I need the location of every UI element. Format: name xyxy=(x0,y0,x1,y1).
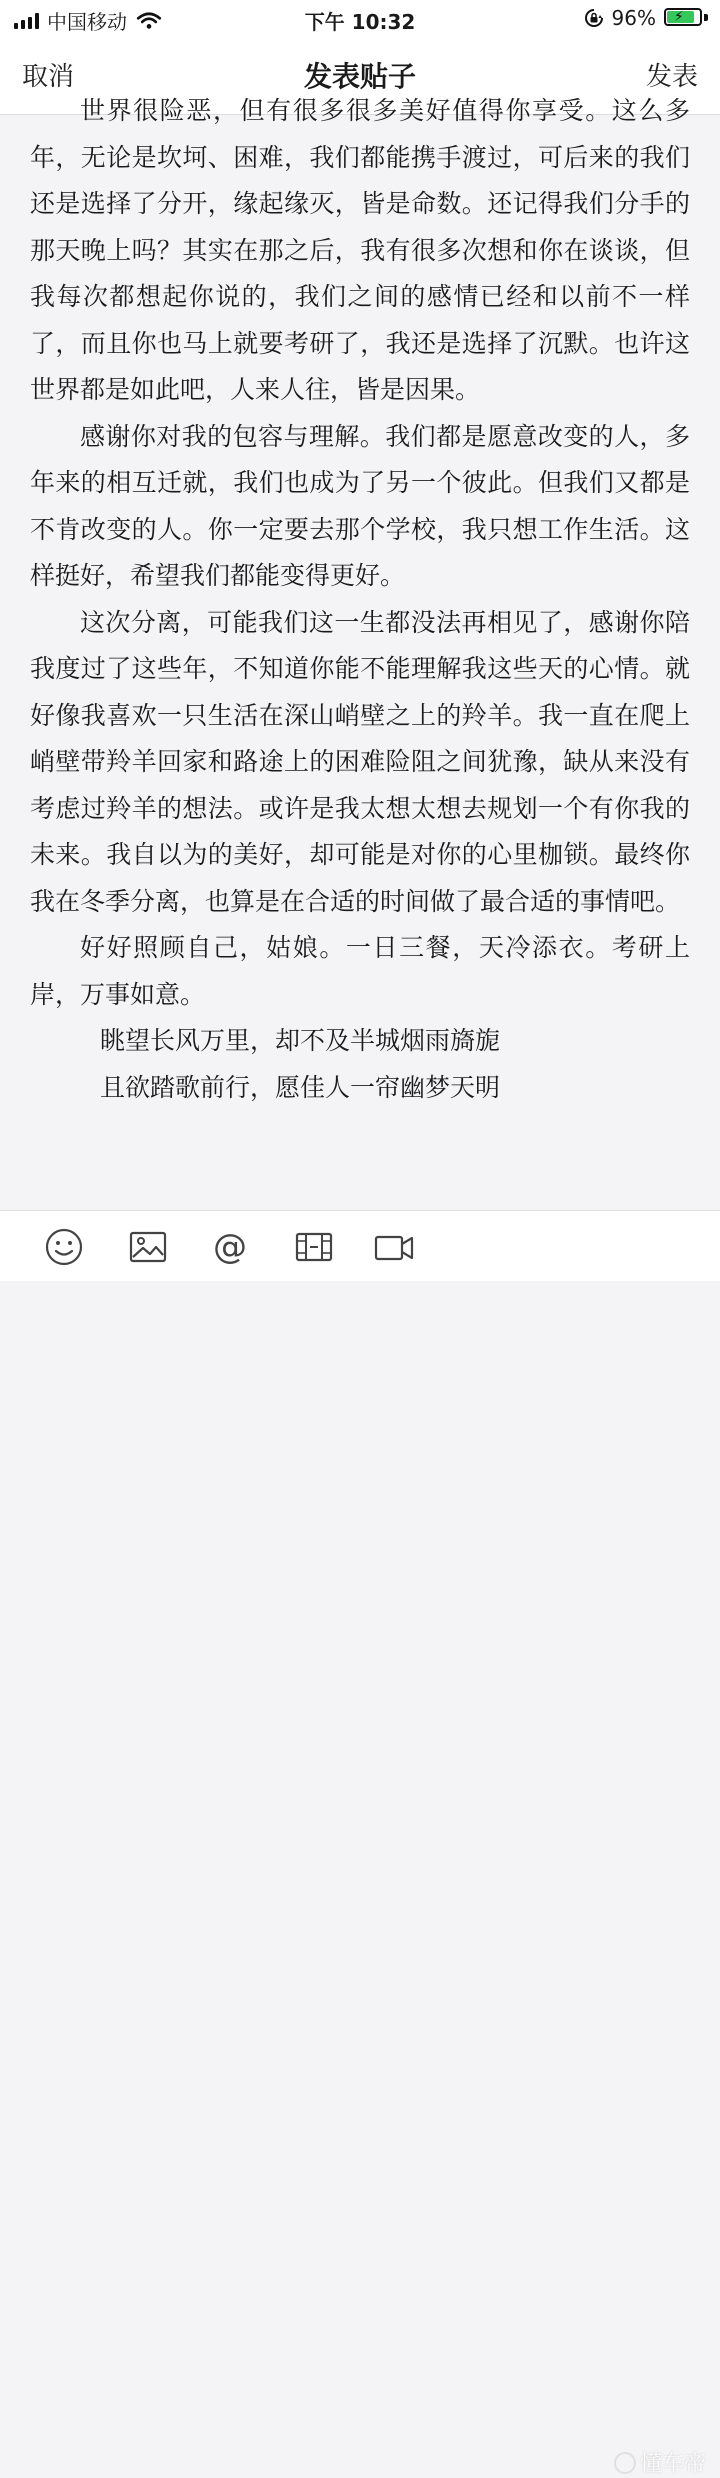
watermark-logo-icon xyxy=(614,2452,636,2474)
post-paragraph: 这次分离，可能我们这一生都没法再相见了，感谢你陪我度过了这些年，不知道你能不能理解我这些天的心情。就好像我喜欢一只生活在深山峭壁之上的羚羊。我一直在爬上峭壁带羚羊回家和路途上的困难险阻之间犹豫，缺从来没有考虑过羚羊的想法。或许是我太想太想去规划一个有你我的未来。我自以为的美好，却可能是对你的心里枷锁。最终你我在冬季分离，也算是在合适的时间做了最合适的事情吧。 xyxy=(30,607,690,916)
watermark xyxy=(614,2447,706,2478)
cancel-button[interactable]: 取消 xyxy=(22,62,75,92)
poem-line: 眺望长风万里，却不及半城烟雨旖旎 xyxy=(100,1026,501,1055)
status-time: 下午 10:32 xyxy=(304,10,416,34)
video-frames-icon[interactable] xyxy=(294,1227,334,1267)
mention-icon[interactable] xyxy=(210,1227,250,1267)
image-icon[interactable] xyxy=(128,1227,168,1267)
orientation-lock-icon xyxy=(584,8,604,28)
post-paragraph: 好好照顾自己，姑娘。一日三餐，天冷添衣。考研上岸，万事如意。 xyxy=(30,933,690,1009)
compose-toolbar xyxy=(0,1210,720,2477)
poem-line: 且欲踏歌前行，愿佳人一帘幽梦天明 xyxy=(100,1072,501,1102)
post-button[interactable]: 发表 xyxy=(645,62,698,92)
status-bar xyxy=(0,0,720,36)
post-text-inner xyxy=(30,88,690,1111)
video-camera-icon[interactable] xyxy=(374,1227,414,1267)
battery-percent: 96% xyxy=(611,6,656,30)
svg-text:@: @ xyxy=(213,1227,247,1267)
status-right xyxy=(584,6,708,30)
post-paragraph: 感谢你对我的包容与理解。我们都是愿意改变的人，多年来的相互迁就，我们也成为了另一个彼此。但我们又都是不肯改变的人。你一定要去那个学校，我只想工作生活。这样挺好，希望我们都能变得更好。 xyxy=(30,421,690,590)
page-title: 发表贴子 xyxy=(303,60,416,93)
battery-charging-icon: ⚡ xyxy=(664,8,708,28)
post-paragraph: 世界很险恶，但有很多很多美好值得你享受。这么多年，无论是坎坷、困难，我们都能携手渡过，可后来的我们还是选择了分开，缘起缘灭，皆是命数。还记得我们分手的那天晚上吗？其实在那之后，我有很多次想和你在谈谈，但我每次都想起你说的，我们之间的感情已经和以前不一样了，而且你也马上就要考研了，我还是选择了沉默。也许这世界都是如此吧，人来人往，皆是因果。 xyxy=(30,96,690,404)
carrier-label: 中国移动 xyxy=(47,10,127,34)
watermark-text: 懂车帝 xyxy=(639,2452,706,2477)
emoji-icon[interactable] xyxy=(44,1227,84,1267)
post-text-area[interactable] xyxy=(30,96,690,1210)
